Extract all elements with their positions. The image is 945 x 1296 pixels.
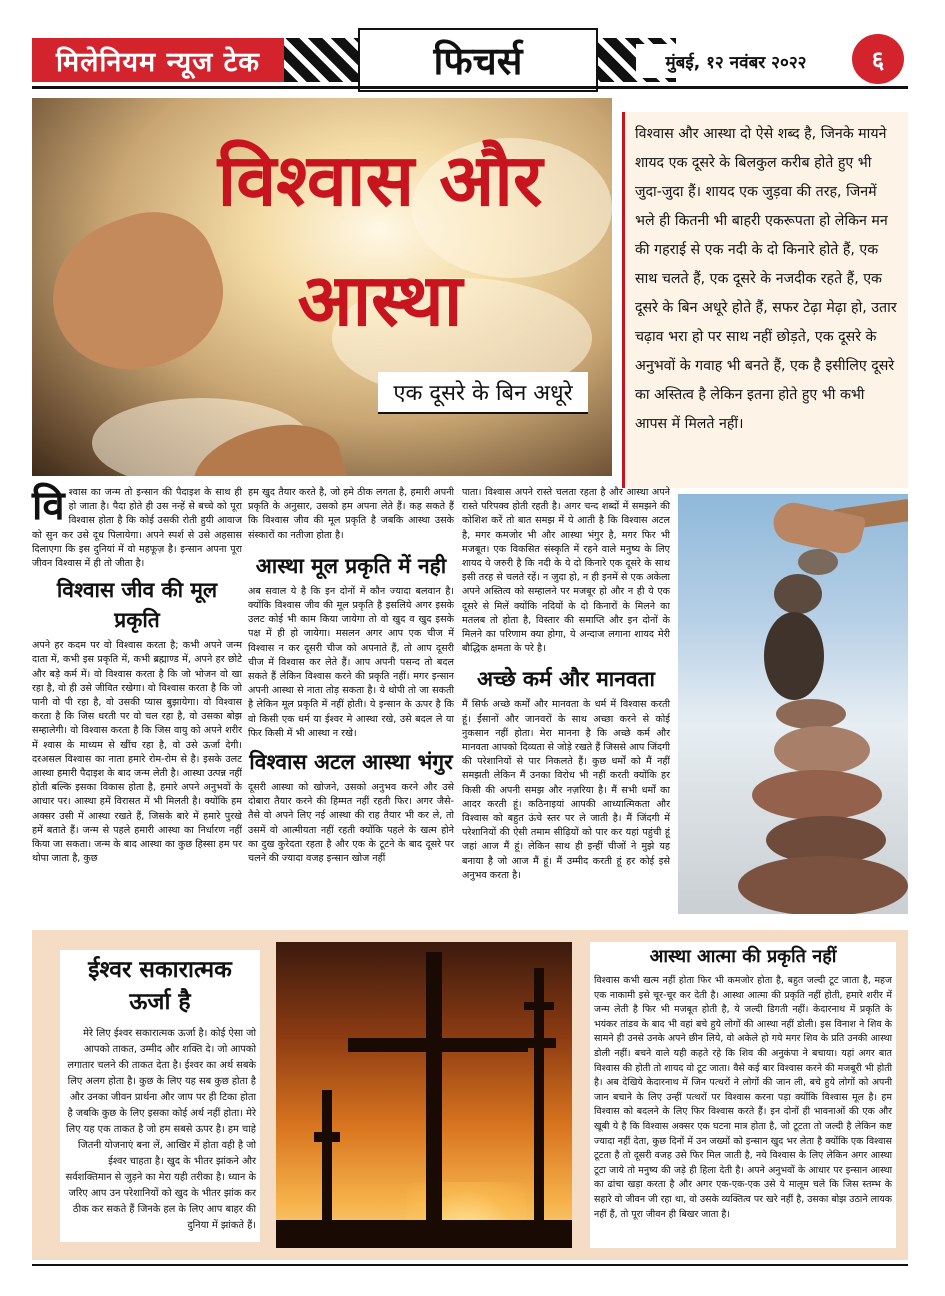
- subheading-vishwas-atal: विश्वास अटल आस्था भंगुर: [249, 750, 453, 775]
- hero-title-line2: आस्था: [297, 258, 463, 342]
- cross-silhouette: [426, 952, 442, 1248]
- sidebar-aastha-body: विश्वास कभी खत्म नहीं होता फिर भी कमजोर होता है, बहुत जल्दी टूट जाता है, महज एक नाकामी इसे चूर-चूर कर देती है। आस्था आत्मा की प्रकृति नहीं होती, हमारे शरीर में जन्म लेती है फिर भी मजबूत होती है, ये जल्दी डिगती नहीं। केदारनाथ में प्रकृति के भयंकर तांडव के बाद भी वहां बचे हुये लोगों की आस्था नहीं डोली। इस विनाश ने शिव के सामने ही उनसे उनके अपने छीन लिये, वो अकेले हो गये मगर शिव के प्रति उनकी आस्था डोली नहीं। बचने वाले यही कहते रहे कि शिव की अनुकंपा ने बचाया। यहां अगर बात विश्वास की होती तो शायद वो टूट जाता। वैसे कई बार विश्वास करने की मजबूरी भी होती है। अब देखिये केदारनाथ में जिन पत्थरों ने लोगों की जान ली, बचे हुये लोगों को अपनी जान बचाने के लिए उन्हीं पत्थरों पर विश्वास करना पड़ा क्योंकि विश्वास मूल है। हम विश्वास को बदलने के लिए फिर विश्वास करते हैं। इन दोनों ही भावनाओं की एक और खूबी ये है कि विश्वास अक्सर एक घटना मात्र होता है, जो टूटता तो जल्दी है लेकिन कष्ट ज्यादा नहीं देता, कुछ दिनों में उन जख्मों को इन्सान खुद भर लेता है क्योंकि एक विश्वास टूटता है तो दूसरी वजह उसे फिर मिल जाती है, नये विश्वास के लिए लेकिन अगर आस्था टूटा जाये तो मनुष्य की जड़े ही हिला देती है। अपने अनुभवों के आधार पर इन्सान आस्था का ढांचा खड़ा करता है और अगर एक-एक-एक उसे ये मालूम चले कि जिस स्तम्भ के सहारे वो जीवन जी रहा था, वो उसके व्यक्तित्व पर खरे नहीं है, उसका बोझ उठाने लायक नहीं हैं, तो पूरा जीवन ही बिखर जाता है।: [594, 975, 892, 1220]
- column-1-body: अपने हर कदम पर वो विश्वास करता है; कभी अपने जन्म दाता में, कभी इस प्रकृति में, कभी ब्रह्माण्ड में, अपने हर छोटे और बड़े कर्म में। वो विश्वास करता है कि जो भोजन वो खा रहा है, वो ही उसे जीवित रखेगा। वो विश्वास करता है कि जो पानी वो पी रहा है, वो उसकी प्यास बुझायेगा। वो विश्वास करता है कि जिस धरती पर वो चल रहा है, वो उसका बोझ सम्हालेगी। वो विश्वास करता है कि जिस वायु को अपने शरीर में श्वास के माध्यम से खींच रहा है, वो उसे ऊर्जा देगी। दरअसल विश्वास का नाता हमारे रोम-रोम से है। इसके उलट आस्था हमारी पैदाइश के बाद जन्म लेती है। आस्था उत्पन्न नहीं होती बल्कि इसका विकास होता है, हमारे अपने अनुभवों के आधार पर। आस्था हमें विरासत में भी मिलती है। क्योंकि हम अक्सर उसी में आस्था रखते हैं, जिसके बारे में हमारे पुरखे हमें बताते हैं। जन्म से पहले हमारी आस्था का निर्धारण नहीं किया जा सकता। जन्म के बाद आस्था का कुछ हिस्सा हम पर थोपा जाता है, कुछ: [32, 640, 242, 865]
- column-2-body-1: अब सवाल ये है कि इन दोनों में कौन ज्यादा बलवान है। क्योंकि विश्वास जीव की मूल प्रकृति है इसलिये अगर इसके उलट कोई भी काम किया जायेगा तो वो खुद व खुद इसके पक्ष में ही हो जायेगा। मसलन अगर आप एक चीज में विश्वास न कर दूसरी चीज को अपनाते हैं, तो आप दूसरी चीज में विश्वास कर लेते हैं। आप अपनी पसन्द तो बदल सकते हैं लेकिन विश्वास करने की प्रकृति नहीं। मगर इन्सान अपनी आस्था से नाता तोड़ सकता है। ये थोपी तो जा सकती है लेकिन मूल प्रकृति में नहीं होती। ये इन्सान के ऊपर है कि वो किसी एक धर्म या ईश्वर मे आस्था रखे, उसे बदल ले या फिर किसी में भी आस्था न रखे।: [248, 585, 454, 739]
- intro-box: विश्वास और आस्था दो ऐसे शब्द है, जिनके मायने शायद एक दूसरे के बिलकुल करीब होते हुए भी जुदा-जुदा हैं। शायद एक जुड़वा की तरह, जिनमें भले ही कितनी भी बाहरी एकरूपता हो लेकिन मन की गहराई से एक नदी के दो किनारे होते हैं, एक साथ चलते हैं, एक दूसरे के नजदीक रहते हैं, एक दूसरे के बिन अधूरे होते हैं, सफर टेढ़ा मेढ़ा हो, उतार चढ़ाव भरा हो पर साथ नहीं छोड़ते, एक दूसरे के अनुभवों के गवाह भी बनते हैं, एक है इसीलिए दूसरे का अस्तित्व है लेकिन इतना होते हुए भी कभी आपस में मिलते नहीं।: [622, 112, 908, 488]
- column-2-opening: हम खुद तैयार करते है, जो हमे ठीक लगता है, हमारी अपनी प्रकृति के अनुसार, उसको हम अपना लेते हैं। कह सकते हैं कि विश्वास जीव की मूल प्रकृति है जबकि आस्था उसके संस्कारों का नतीजा होता है।: [248, 487, 454, 541]
- dateline: मुंबई, १२ नवंबर २०२२: [636, 44, 836, 78]
- header-rule: [32, 86, 908, 89]
- subheading-vishwas-jeev: विश्वास जीव की मूल प्रकृति: [56, 578, 218, 633]
- footer-rule: [32, 1264, 908, 1266]
- sidebar-ishwar-heading: ईश्वर सकारात्मक ऊर्जा है: [88, 957, 232, 1015]
- hero-title-line1: विश्वास और: [217, 138, 543, 222]
- sunset-cross-photo: [276, 942, 572, 1248]
- page-number: ६: [852, 34, 904, 84]
- column-3-opening: पाता। विश्वास अपने रास्ते चलता रहता है और आस्था अपने रास्ते परिपक्व होती रहती है। अगर चन्द शब्दों में समझने की कोशिश करें तो बात समझ में ये आती है कि विश्वास अटल है, मगर कमजोर भी और आस्था भंगुर है, मगर फिर भी मजबूत। एक विकसित संस्कृति में रहने वाले मनुष्य के लिए शायद ये जरुरी है कि नदी के ये दो किनारे एक दूसरे के साथ इसी तरह से चलते रहें। न जुदा हो, न ही इनमें से एक अकेला अपने अस्तित्व को सम्हालने पर मजबूर हो और न ही ये एक दूसरे से मिलें क्योंकि नदियों के दो किनारों के मिलने का मतलब तो होता है, विस्तार की समाप्ति और इन दोनों के मिलने का परिणाम क्या होगा, ये अन्दाज लगाना शायद मेरी बौद्धिक क्षमता के परे है।: [462, 487, 670, 655]
- column-3-body: मैं सिर्फ अच्छे कर्मों और मानवता के धर्म में विश्वास करती हूं। ईंसानों और जानवरों के साथ अच्छा करने से कोई नुकसान नहीं होता। मेरा मानना है कि अच्छे कर्म और मानवता आपको दिव्यता से जोड़े रखते हैं जिससे आप जिंदगी की परेशानियों से पार निकलते हैं। कुछ धर्मों को मैं नहीं समझती लेकिन मैं उनका विरोध भी नहीं करती क्योंकि हर किसी की अपनी समझ और नज़रिया है। मैं सभी धर्मों का आदर करती हूं। कठिनाइयां आपकी आध्यात्मिकता और विश्वास को बहुत ऊंचे स्तर पर ले जाती है। मैं जिंदगी में परेशानियों की ऐसी तमाम सीढ़ियों को पार कर यहां पहुंची हूं जहां आज मैं हूं। लेकिन साथ ही इन्हीं चीजों ने मुझे यह बनाया है जो आज मैं हूं। मैं उम्मीद करती हूं हर कोई इसे अनुभव करता है।: [462, 699, 670, 881]
- sidebar-ishwar: [60, 950, 260, 1242]
- article-column-1: [32, 483, 242, 922]
- column-2-body-2: दूसरी आस्था को खोजने, उसको अनुभव करने और उसे दोबारा तैयार करने की हिम्मत नहीं रहती फिर। अगर जैसे-तैसे वो अपने लिए नई आस्था की राह तैयार भी कर ले, तो उसमें वो आत्मीयता नहीं रहती क्योंकि पहले के खत्म होने का दुख कुरेदता रहता है और एक के टूटने के बाद दूसरे पर चलने की ज्यादा वजह इन्सान खोज नहीं: [248, 782, 454, 865]
- sidebar-aastha-heading: आस्था आत्मा की प्रकृति नहीं: [649, 946, 837, 967]
- section-title: फिचर्स: [358, 28, 598, 92]
- brand-name: मिलेनियम न्यूज टेक: [32, 38, 284, 82]
- sidebar-ishwar-body: मेरे लिए ईश्वर सकारात्मक ऊर्जा है। कोई ऐसा जो आपको ताकत, उम्मीद और शक्ति दे। जो आपको लगातार चलने की ताकत देता है। ईश्वर का अर्थ सबके लिए अलग होता है। कुछ के लिए यह सब कुछ होता है और उनका जीवन प्रार्थना और जाप पर ही टिका होता है जबकि कुछ के लिए इसका कोई अर्थ नहीं होता। मेरे लिए यह एक ताकत है जो हम सबसे ऊपर है। हम चाहे जितनी योजनाएं बना लें, आखिर में होता वही है जो ईश्वर चाहता है। खुद के भीतर झांकने और सर्वशक्तिमान से जुड़ने का मेरा यही तरीका है। ध्यान के जरिए आप उन परेशानियों को खुद के भीतर झांक कर ठीक कर सकते हैं जिनके हल के लिए आप बाहर की दुनिया में झांकते हैं।: [65, 1028, 256, 1231]
- subheading-achhe-karm: अच्छे कर्म और मानवता: [477, 667, 655, 692]
- article-column-3: [462, 486, 670, 922]
- stacked-rocks-photo: [678, 494, 908, 914]
- hero-subtitle: एक दूसरे के बिन अधूरे: [378, 372, 588, 414]
- drop-cap: वि: [32, 483, 65, 529]
- subheading-aastha-mool: आस्था मूल प्रकृति में नही: [255, 553, 447, 578]
- sidebar-aastha-aatma: [590, 942, 896, 1248]
- article-column-2: [248, 486, 454, 922]
- column-1-opening: श्वास का जन्म तो इन्सान की पैदाइश के साथ ही हो जाता है। पैदा होते ही उस नन्हें से बच्चे को पूरा विश्वास होता है कि कोई उसकी रोती हुयी आवाज को सुन कर उसे दूध पिलायेगा। अपने स्पर्श से उसे अहसास दिलाएगा कि इस दुनियां में वो महफूज़ है। इन्सान अपना पूरा जीवन विश्वास में ही तो जीता है।: [32, 487, 242, 570]
